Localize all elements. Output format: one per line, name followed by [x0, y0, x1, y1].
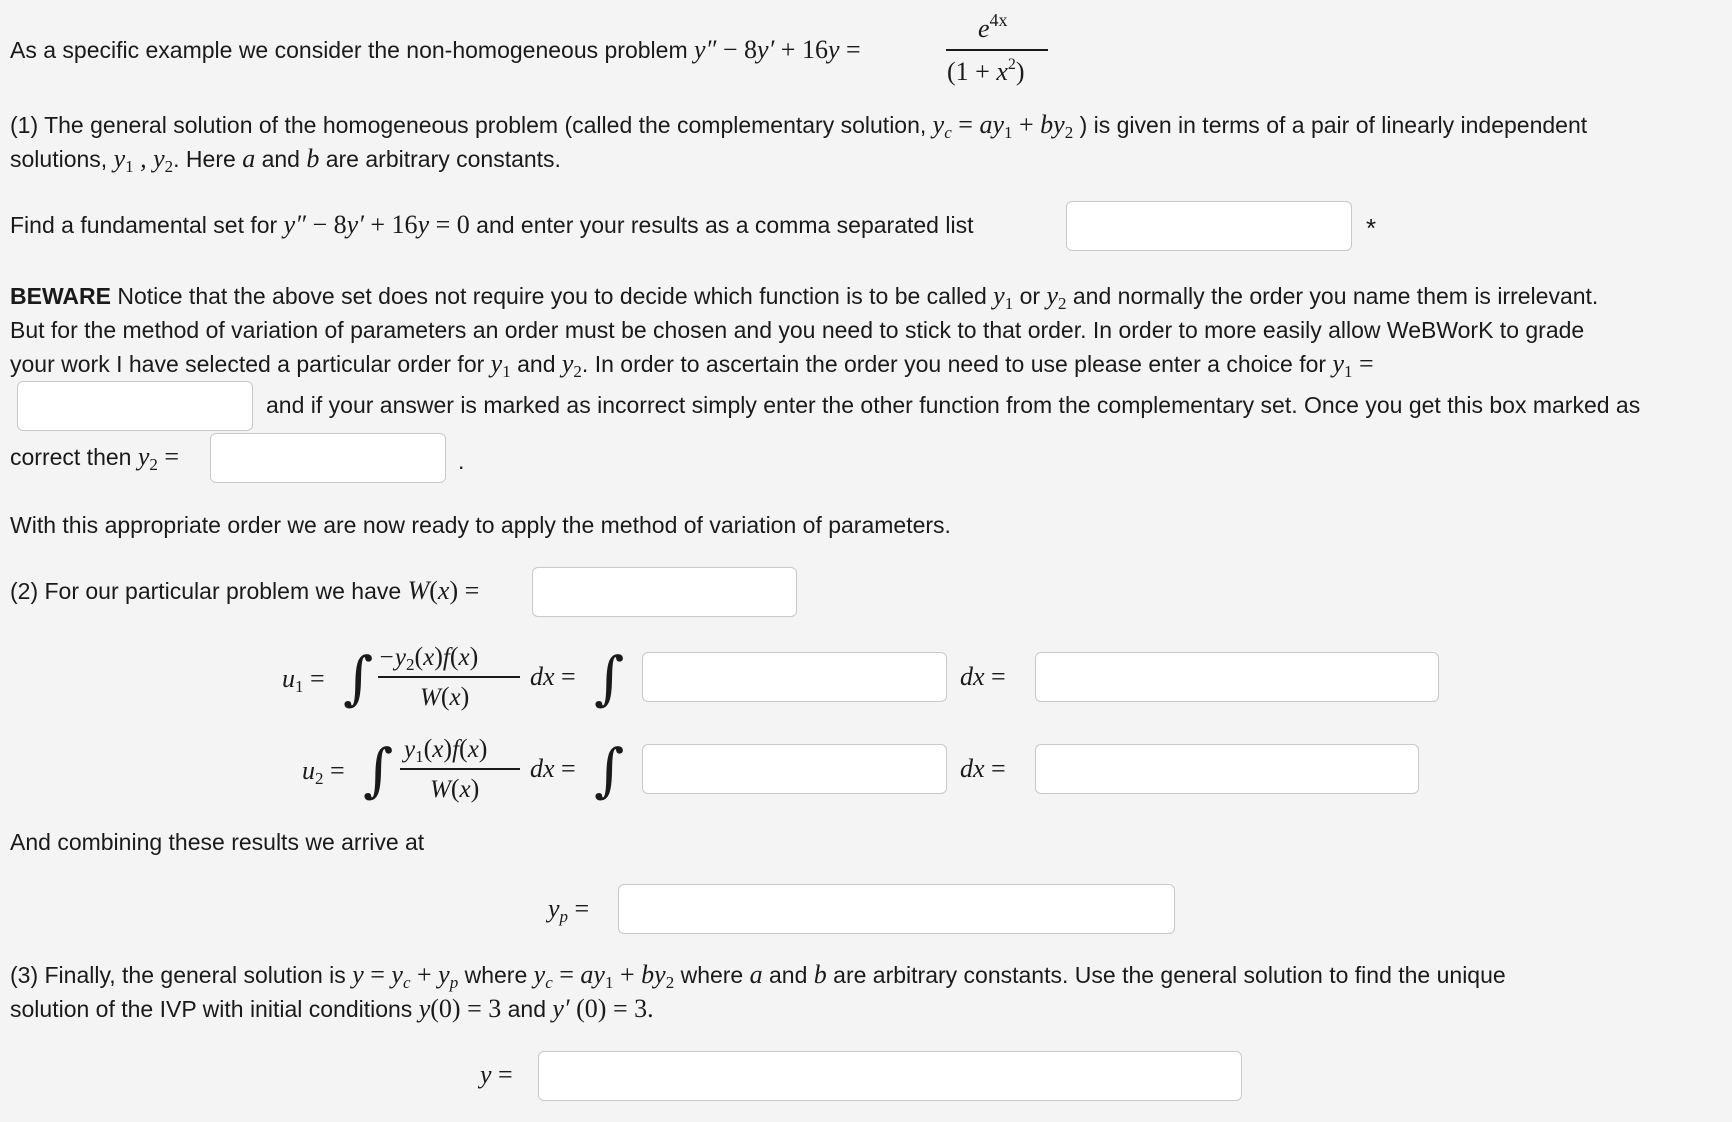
integral-sign-icon: ∫ [594, 736, 625, 804]
part2-line [10, 574, 479, 608]
rhs-numerator: $e^{4x}$ [978, 10, 1008, 43]
part3-text-2a: solution of the IVP with initial conditions [10, 996, 413, 1022]
beware-text-5a: correct then [10, 444, 132, 470]
part2-text: (2) For our particular problem we have [10, 578, 402, 604]
beware-text-1a: Notice that the above set does not require you to decide which function is to be called [117, 283, 987, 309]
intro-text: As a specific example we consider the non-homogeneous problem [10, 37, 688, 63]
part1-text-d: . Here [173, 146, 236, 172]
u2-fraction-bar [400, 768, 520, 770]
part3-text-1d: and [769, 962, 808, 988]
a-math: a [749, 960, 763, 989]
beware-line2: But for the method of variation of parameters an order must be chosen and you need to stick to that order. In order to more easily allow WeBWorK to grade [10, 317, 1585, 343]
beware-line4: and if your answer is marked as incorrect simply enter the other function from the complementary set. Once you get this box marked as [266, 392, 1641, 418]
y-label: y = [480, 1060, 513, 1089]
beware-label: BEWARE [10, 283, 111, 309]
y1-equals-math: $y_1$ = [1332, 349, 1374, 381]
y1-y2-math: $y_1$ , $y_2$ [113, 144, 174, 176]
beware-text-3b: and [517, 351, 556, 377]
y2-math: $y_2$ [1046, 281, 1067, 313]
y1-math: $y_1$ [490, 349, 511, 381]
initial-condition-2-math: y′ (0) = 3. [552, 994, 654, 1023]
b-math: b [813, 960, 827, 989]
u2-label: $u_2$ = [302, 756, 345, 788]
u2-result-input[interactable] [1035, 744, 1419, 794]
integral-sign-icon: ∫ [363, 736, 394, 804]
y1-math: $y_1$ [993, 281, 1014, 313]
fundamental-line [10, 208, 973, 242]
y2-math: $y_2$ [561, 349, 582, 381]
ivp-solution-input[interactable] [538, 1051, 1242, 1101]
rhs-denominator: $(1 + x^2)$ [947, 56, 1025, 86]
a-math: a [242, 144, 256, 173]
general-solution-math: y = yc + yp [352, 960, 459, 992]
y1-choice-input[interactable] [17, 381, 253, 431]
fundamental-text-b: and enter your results as a comma separated list [476, 212, 974, 238]
period-after-y2: . [458, 448, 465, 474]
u1-numerator: $-y_2(x)f(x)$ [378, 642, 479, 674]
combining-line: And combining these results we arrive at [10, 829, 425, 855]
wronskian-input[interactable] [532, 567, 797, 617]
y2-choice-input[interactable] [210, 433, 446, 483]
beware-text-1b: or [1019, 283, 1041, 309]
part3-text-1a: (3) Finally, the general solution is [10, 962, 346, 988]
part3-text-2b: and [507, 996, 546, 1022]
rhs-fraction-bar [946, 49, 1048, 51]
wronskian-math: W(x) = [407, 576, 480, 605]
required-asterisk: * [1366, 213, 1377, 243]
part1-text-b: ) is given in terms of a pair of linearly independent [1079, 112, 1588, 138]
fundamental-text-a: Find a fundamental set for [10, 212, 278, 238]
part1-text-c: solutions, [10, 146, 108, 172]
initial-condition-1-math: y(0) = 3 [418, 994, 502, 1023]
u2-dx-equals-2: dx = [960, 754, 1006, 783]
u2-numerator: $y_1(x)f(x)$ [404, 734, 488, 766]
u1-denominator: W(x) [420, 682, 470, 711]
part3-line2 [10, 992, 654, 1026]
u2-dx-equals: dx = [530, 754, 576, 783]
u1-integrand-input[interactable] [642, 652, 947, 702]
b-math: b [306, 144, 320, 173]
u1-dx-equals-2: dx = [960, 662, 1006, 691]
homogeneous-ode-math: y″ − 8y′ + 16y = 0 [283, 210, 470, 239]
u1-label: $u_1$ = [282, 664, 325, 696]
beware-text-3a: your work I have selected a particular order for [10, 351, 485, 377]
beware-text-3c: . In order to ascertain the order you need to use please enter a choice for [581, 351, 1327, 377]
integral-sign-icon: ∫ [343, 644, 374, 712]
integral-sign-icon: ∫ [594, 644, 625, 712]
yc-definition-math-2: yc = $ay_1 + by_2$ [533, 960, 675, 992]
part3-text-1b: where [464, 962, 528, 988]
beware-line5 [10, 440, 179, 482]
part1-text-a: (1) The general solution of the homogeneous problem (called the complementary solution, [10, 112, 927, 138]
beware-text-1c: and normally the order you name them is irrelevant. [1072, 283, 1599, 309]
y2-equals-math: $y_2$ = [137, 442, 180, 474]
yp-input[interactable] [618, 884, 1175, 934]
intro-line [10, 33, 861, 67]
u1-fraction-bar [378, 676, 520, 678]
part3-text-1e: are arbitrary constants. Use the general solution to find the unique [833, 962, 1506, 988]
yp-label: yp = [548, 894, 590, 926]
part3-text-1c: where [680, 962, 744, 988]
method-line: With this appropriate order we are now ready to apply the method of variation of parameters. [10, 512, 951, 538]
part1-text-f: are arbitrary constants. [325, 146, 561, 172]
u1-result-input[interactable] [1035, 652, 1439, 702]
u1-dx-equals: dx = [530, 662, 576, 691]
u2-denominator: W(x) [430, 774, 480, 803]
yc-definition-math: yc = $ay_1 + by_2$ [932, 110, 1074, 142]
u2-integrand-input[interactable] [642, 744, 947, 794]
ode-math: y″ − 8y′ + 16y = [694, 35, 861, 64]
part1-line2 [10, 142, 561, 184]
fundamental-set-input[interactable] [1066, 201, 1352, 251]
part1-text-e: and [261, 146, 300, 172]
